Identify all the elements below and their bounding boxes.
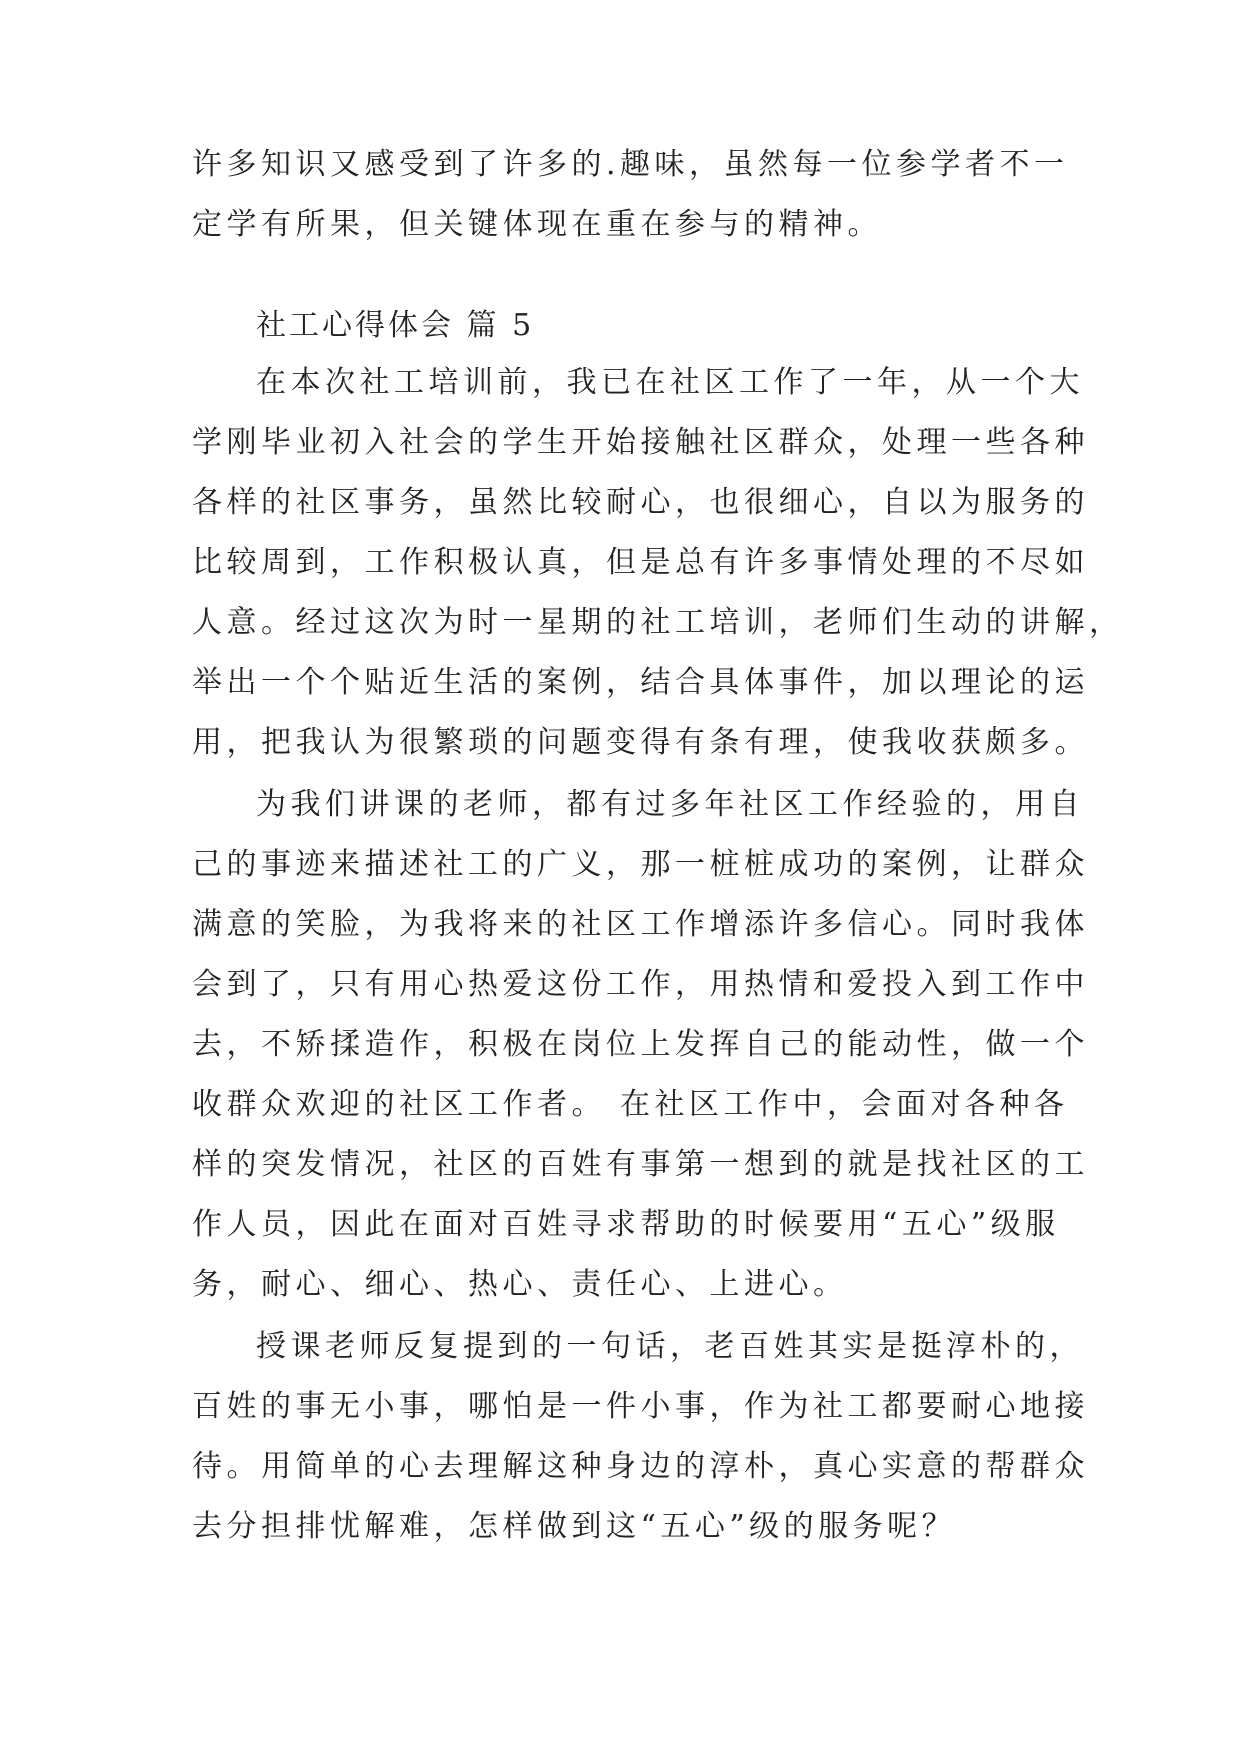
text-line: 务，耐心、细心、热心、责任心、上进心。 [192,1267,848,1302]
section-heading [192,295,1062,357]
text-line: 用，把我认为很繁琐的问题变得有条有理，使我收获颇多。 [192,725,1089,760]
text-line: 学刚毕业初入社会的学生开始接触社区群众，处理一些各种 [192,425,1089,460]
paragraph-2 [192,775,1089,1315]
text-line: 满意的笑脸，为我将来的社区工作增添许多信心。同时我体 [192,907,1089,942]
text-line: 人意。经过这次为时一星期的社工培训，老师们生动的讲解， [192,605,1124,640]
text-line: 定学有所果，但关键体现在重在参与的精神。 [192,207,882,242]
text-line: 己的事迹来描述社工的广义，那一桩桩成功的案例，让群众 [192,847,1089,882]
text-line: 各样的社区事务，虽然比较耐心，也很细心，自以为服务的 [192,485,1089,520]
text-line: 授课老师反复提到的一句话，老百姓其实是挺淳朴的， [256,1329,1084,1364]
text-line: 比较周到，工作积极认真，但是总有许多事情处理的不尽如 [192,545,1089,580]
intro-paragraph [192,135,1069,255]
heading-text: 社工心得体会 篇 5 [256,308,535,343]
text-line: 去，不矫揉造作，积极在岗位上发挥自己的能动性，做一个 [192,1027,1089,1062]
paragraph-3 [192,1317,1089,1557]
text-line: 会到了，只有用心热爱这份工作，用热情和爱投入到工作中 [192,967,1089,1002]
text-line: 收群众欢迎的社区工作者。 在社区工作中，会面对各种各 [192,1087,1069,1122]
text-line: 举出一个个贴近生活的案例，结合具体事件，加以理论的运 [192,665,1089,700]
text-line: 待。用简单的心去理解这种身边的淳朴，真心实意的帮群众 [192,1449,1089,1484]
text-line: 在本次社工培训前，我已在社区工作了一年，从一个大 [256,365,1084,400]
text-line: 百姓的事无小事，哪怕是一件小事，作为社工都要耐心地接 [192,1389,1089,1424]
text-line: 许多知识又感受到了许多的.趣味，虽然每一位参学者不一 [192,147,1069,182]
text-line: 样的突发情况，社区的百姓有事第一想到的就是找社区的工 [192,1147,1089,1182]
text-line: 作人员，因此在面对百姓寻求帮助的时候要用“五心”级服 [192,1207,1060,1242]
paragraph-1 [192,353,1124,773]
text-line: 去分担排忧解难，怎样做到这“五心”级的服务呢？ [192,1509,957,1544]
text-line: 为我们讲课的老师，都有过多年社区工作经验的，用自 [256,787,1084,822]
